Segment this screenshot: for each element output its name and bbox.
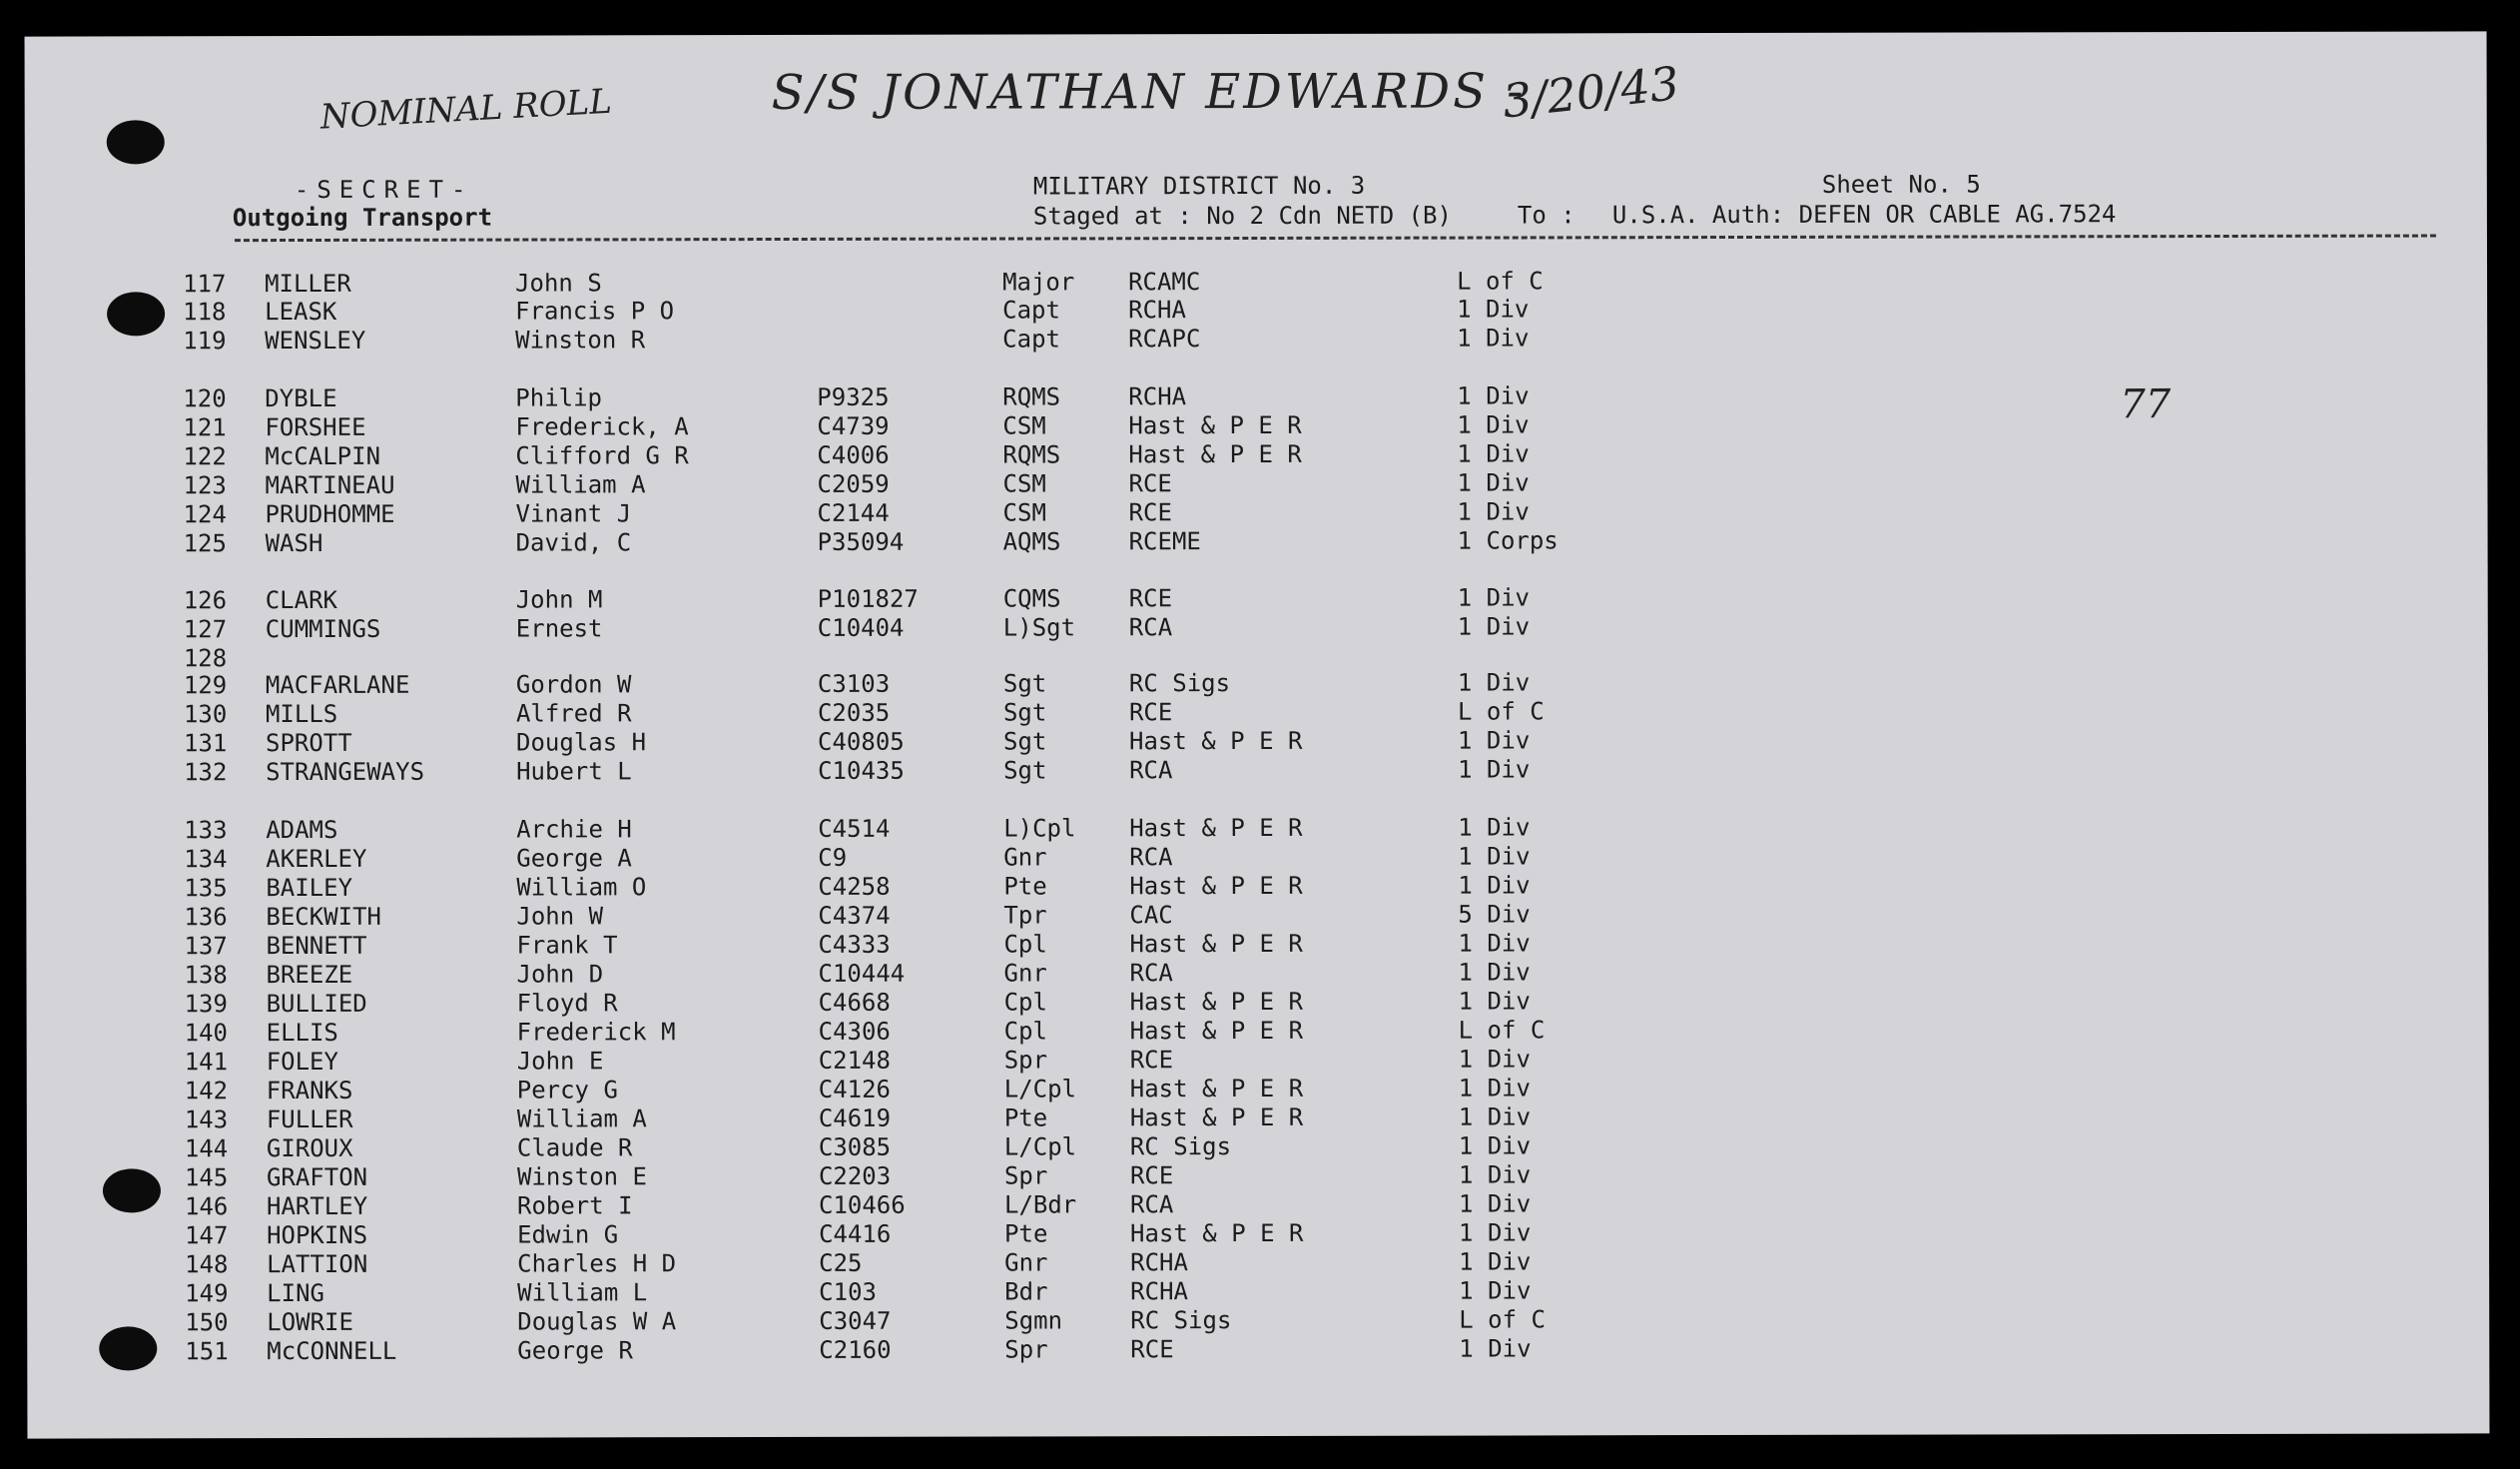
- given-names: William L: [517, 1278, 648, 1307]
- formation: 1 Div: [1457, 612, 1531, 641]
- row-number: 151: [185, 1337, 229, 1366]
- row-number: 128: [183, 644, 228, 673]
- given-names: John S: [515, 269, 602, 298]
- regimental-number: C10404: [817, 613, 905, 642]
- rank: Tpr: [1003, 901, 1047, 930]
- given-names: Claude R: [516, 1133, 633, 1162]
- formation: 1 Div: [1459, 1334, 1532, 1363]
- regimental-number: C3047: [819, 1306, 892, 1335]
- corps: Hast & P E R: [1128, 410, 1302, 440]
- corps: RCE: [1129, 1046, 1174, 1075]
- handwritten-date: 3/20/43: [1500, 55, 1682, 129]
- row-number: 139: [184, 990, 228, 1019]
- regimental-number: C4126: [818, 1075, 892, 1103]
- corps: Hast & P E R: [1129, 1102, 1304, 1132]
- surname: ADAMS: [266, 815, 338, 845]
- surname: WASH: [265, 528, 323, 558]
- military-district: MILITARY DISTRICT No. 3: [1032, 171, 1366, 201]
- row-number: 138: [184, 961, 228, 990]
- corps: RCA: [1129, 1190, 1174, 1219]
- corps: RCE: [1128, 698, 1173, 727]
- surname: BECKWITH: [266, 902, 382, 932]
- formation: 1 Div: [1457, 410, 1530, 439]
- given-names: Clifford G R: [515, 441, 689, 470]
- surname: SPROTT: [265, 728, 352, 758]
- regimental-number: C2144: [817, 498, 890, 527]
- surname: LATTION: [267, 1249, 368, 1279]
- formation: 1 Div: [1458, 987, 1531, 1016]
- surname: LEASK: [265, 297, 337, 327]
- formation: L of C: [1458, 1016, 1546, 1045]
- given-names: Douglas W A: [517, 1307, 677, 1336]
- rank: Sgmn: [1004, 1306, 1063, 1335]
- formation: 1 Div: [1458, 1160, 1532, 1189]
- surname: FRANKS: [266, 1076, 353, 1105]
- given-names: Winston E: [516, 1162, 648, 1191]
- corps: RCE: [1128, 469, 1172, 498]
- surname: HARTLEY: [266, 1191, 368, 1221]
- regimental-number: P9325: [817, 382, 890, 411]
- rank: Spr: [1004, 1335, 1048, 1364]
- regimental-number: C4514: [818, 814, 891, 843]
- rank: L/Cpl: [1003, 1075, 1077, 1103]
- row-number: 125: [183, 529, 227, 558]
- given-names: Charles H D: [517, 1249, 677, 1278]
- given-names: Douglas H: [515, 728, 647, 757]
- rank: RQMS: [1002, 382, 1061, 411]
- rank: Sgt: [1003, 756, 1047, 785]
- given-names: George A: [516, 844, 632, 873]
- given-names: John E: [516, 1047, 604, 1076]
- roll-row: [26, 524, 2488, 558]
- corps: Hast & P E R: [1129, 1016, 1304, 1046]
- row-number: 130: [183, 700, 228, 729]
- row-number: 136: [184, 903, 228, 932]
- corps: RC Sigs: [1129, 1132, 1232, 1161]
- given-names: John W: [516, 902, 604, 931]
- corps: RCHA: [1130, 1277, 1188, 1306]
- formation: 1 Div: [1458, 813, 1531, 842]
- given-names: Floyd R: [516, 989, 618, 1018]
- regimental-number: C10466: [818, 1190, 906, 1219]
- given-names: William O: [516, 873, 647, 902]
- corps: Hast & P E R: [1128, 439, 1302, 469]
- regimental-number: C4258: [818, 872, 891, 901]
- corps: RCAMC: [1128, 268, 1201, 297]
- rank: Sgt: [1002, 727, 1047, 756]
- rank: CQMS: [1002, 584, 1061, 613]
- corps: RC Sigs: [1128, 669, 1231, 698]
- rank: L)Sgt: [1002, 613, 1076, 642]
- corps: Hast & P E R: [1129, 813, 1303, 843]
- formation: 1 Div: [1458, 1074, 1532, 1102]
- corps: RCA: [1129, 959, 1173, 988]
- row-number: 135: [184, 874, 228, 903]
- regimental-number: C103: [819, 1277, 877, 1306]
- surname: GIROUX: [266, 1133, 353, 1163]
- surname: LOWRIE: [267, 1307, 353, 1337]
- rank: CSM: [1002, 469, 1046, 498]
- roll-row: [25, 322, 2487, 356]
- row-number: 133: [184, 816, 228, 845]
- row-number: 117: [183, 270, 227, 299]
- rank: Cpl: [1003, 988, 1047, 1017]
- regimental-number: C9: [818, 843, 848, 872]
- rank: Spr: [1003, 1046, 1048, 1075]
- formation: 1 Div: [1458, 1102, 1532, 1131]
- regimental-number: C2148: [818, 1046, 891, 1075]
- formation: 1 Div: [1458, 929, 1531, 958]
- surname: FOLEY: [266, 1047, 338, 1077]
- surname: McCALPIN: [265, 441, 381, 471]
- rank: CSM: [1002, 498, 1046, 527]
- surname: PRUDHOMME: [265, 499, 395, 529]
- formation: 1 Div: [1458, 958, 1531, 987]
- corps: RCA: [1129, 756, 1173, 785]
- given-names: Vinant J: [515, 499, 632, 528]
- row-number: 126: [183, 586, 228, 615]
- formation: L of C: [1457, 267, 1544, 296]
- sheet-number: Sheet No. 5: [1821, 170, 1981, 199]
- given-names: Edwin G: [517, 1220, 619, 1249]
- row-number: 121: [183, 413, 227, 442]
- row-number: 148: [185, 1250, 229, 1279]
- corps: RCEME: [1128, 527, 1201, 556]
- row-number: 134: [184, 845, 228, 874]
- corps: Hast & P E R: [1129, 929, 1303, 959]
- surname: MACFARLANE: [265, 670, 410, 700]
- formation: 1 Div: [1457, 381, 1530, 410]
- formation: 1 Div: [1457, 726, 1531, 755]
- corps: CAC: [1129, 901, 1173, 930]
- given-names: Francis P O: [515, 297, 675, 326]
- rank: L/Bdr: [1003, 1190, 1077, 1219]
- given-names: Percy G: [516, 1076, 618, 1104]
- regimental-number: C2160: [819, 1335, 892, 1364]
- given-names: George R: [517, 1336, 633, 1365]
- formation: 1 Div: [1458, 871, 1531, 900]
- rank: L/Cpl: [1003, 1132, 1077, 1161]
- regimental-number: C40805: [817, 727, 905, 756]
- corps: Hast & P E R: [1130, 1218, 1304, 1248]
- to-label: To :: [1517, 201, 1575, 230]
- regimental-number: P35094: [817, 527, 905, 556]
- surname: McCONNELL: [267, 1336, 397, 1366]
- corps: RCE: [1129, 1161, 1174, 1190]
- given-names: Robert I: [516, 1191, 633, 1220]
- corps: RCHA: [1130, 1248, 1188, 1277]
- formation: 1 Div: [1457, 295, 1530, 324]
- roll-row: [27, 1332, 2489, 1366]
- rank: Bdr: [1004, 1277, 1048, 1306]
- row-number: 141: [184, 1048, 229, 1077]
- regimental-number: C3103: [817, 669, 891, 698]
- row-number: 127: [183, 615, 228, 644]
- surname: BREEZE: [266, 960, 353, 990]
- surname: BENNETT: [266, 931, 367, 961]
- corps: RCAPC: [1128, 325, 1201, 354]
- corps: RCE: [1130, 1335, 1174, 1364]
- row-number: 123: [183, 471, 227, 500]
- rank: L)Cpl: [1003, 814, 1076, 843]
- surname: WENSLEY: [265, 326, 366, 356]
- surname: FULLER: [266, 1104, 353, 1134]
- rank: Pte: [1003, 1103, 1048, 1132]
- rank: Sgt: [1002, 669, 1047, 698]
- rank: Pte: [1004, 1219, 1048, 1248]
- formation: 1 Div: [1457, 439, 1530, 468]
- given-names: Hubert L: [516, 757, 632, 786]
- surname: ELLIS: [266, 1018, 338, 1048]
- rank: Capt: [1002, 325, 1060, 354]
- given-names: Philip: [515, 383, 603, 412]
- formation: 1 Div: [1459, 1218, 1532, 1247]
- punch-hole: [107, 120, 165, 164]
- formation: 1 Div: [1457, 324, 1530, 353]
- row-number: 150: [185, 1308, 229, 1337]
- roll-row: [26, 753, 2488, 787]
- row-number: 144: [184, 1134, 229, 1163]
- corps: RCHA: [1128, 296, 1186, 325]
- given-names: Frederick, A: [515, 412, 689, 441]
- surname: FORSHEE: [265, 412, 366, 442]
- regimental-number: C4739: [817, 411, 890, 440]
- corps: RCE: [1128, 498, 1172, 527]
- given-names: Winston R: [515, 326, 646, 355]
- row-number: 118: [183, 298, 227, 327]
- formation: 5 Div: [1458, 900, 1531, 929]
- formation: 1 Div: [1457, 583, 1530, 612]
- regimental-number: C4333: [818, 930, 891, 959]
- regimental-number: C4416: [819, 1219, 892, 1248]
- authority: Auth: DEFEN OR CABLE AG.7524: [1711, 200, 2117, 230]
- regimental-number: C4306: [818, 1017, 891, 1046]
- surname: DYBLE: [265, 383, 337, 413]
- rank: Gnr: [1003, 959, 1047, 988]
- row-number: 142: [184, 1077, 229, 1105]
- given-names: John D: [516, 960, 604, 989]
- formation: 1 Div: [1458, 1045, 1531, 1074]
- formation: 1 Div: [1457, 668, 1531, 697]
- regimental-number: C4374: [818, 901, 891, 930]
- handwritten-ship-name: S/S JONATHAN EDWARDS -: [771, 63, 1527, 122]
- row-number: 132: [184, 758, 228, 787]
- regimental-number: P101827: [817, 584, 919, 613]
- secret-heading: -SECRET-: [294, 175, 474, 205]
- rank: Cpl: [1003, 1017, 1048, 1046]
- given-names: Archie H: [516, 815, 632, 844]
- surname: GRAFTON: [266, 1162, 368, 1192]
- formation: 1 Div: [1459, 1247, 1532, 1276]
- regimental-number: C4619: [818, 1103, 892, 1132]
- corps: RCHA: [1128, 382, 1187, 411]
- regimental-number: C4668: [818, 988, 891, 1017]
- regimental-number: C4006: [817, 440, 890, 469]
- handwritten-sheet-mark: 77: [2120, 381, 2172, 428]
- outgoing-transport: Outgoing Transport: [232, 203, 493, 233]
- corps: RC Sigs: [1130, 1306, 1232, 1335]
- corps: RCE: [1128, 584, 1173, 613]
- surname: LING: [267, 1278, 324, 1308]
- row-number: 122: [183, 442, 227, 471]
- corps: RCA: [1128, 613, 1173, 642]
- given-names: David, C: [515, 528, 632, 557]
- formation: 1 Div: [1458, 842, 1531, 871]
- row-number: 129: [183, 671, 228, 700]
- regimental-number: C2059: [817, 469, 890, 498]
- formation: 1 Corps: [1457, 526, 1559, 555]
- given-names: Ernest: [515, 614, 603, 643]
- corps: RCA: [1129, 843, 1173, 872]
- staged-at: Staged at : No 2 Cdn NETD (B): [1032, 201, 1452, 231]
- header-divider: [235, 235, 2436, 243]
- row-number: 119: [183, 327, 227, 356]
- corps: Hast & P E R: [1129, 987, 1303, 1017]
- surname: MILLER: [265, 269, 351, 299]
- row-number: 140: [184, 1019, 229, 1048]
- row-number: 147: [185, 1221, 229, 1250]
- surname: STRANGEWAYS: [266, 757, 425, 787]
- row-number: 143: [184, 1105, 229, 1134]
- corps: Hast & P E R: [1129, 1074, 1304, 1103]
- rank: AQMS: [1002, 527, 1061, 556]
- handwritten-label: NOMINAL ROLL: [318, 81, 613, 138]
- rank: Sgt: [1002, 698, 1047, 727]
- given-names: William A: [515, 470, 646, 499]
- formation: L of C: [1457, 697, 1545, 726]
- surname: BULLIED: [266, 989, 367, 1019]
- surname: MILLS: [265, 699, 338, 729]
- document-sheet: [25, 31, 2490, 1438]
- formation: 1 Div: [1459, 1276, 1532, 1305]
- surname: BAILEY: [266, 873, 353, 903]
- given-names: Gordon W: [515, 670, 632, 699]
- formation: 1 Div: [1458, 1131, 1532, 1160]
- given-names: Frank T: [516, 931, 618, 960]
- regimental-number: C10444: [818, 959, 906, 988]
- regimental-number: C2203: [818, 1161, 892, 1190]
- given-names: Alfred R: [515, 699, 632, 728]
- row-number: 145: [184, 1163, 229, 1192]
- surname: CLARK: [265, 585, 337, 615]
- formation: 1 Div: [1458, 1189, 1532, 1218]
- row-number: 131: [183, 729, 228, 758]
- regimental-number: C2035: [817, 698, 891, 727]
- given-names: Frederick M: [516, 1018, 676, 1047]
- formation: 1 Div: [1458, 755, 1531, 784]
- corps: Hast & P E R: [1128, 726, 1303, 756]
- rank: RQMS: [1002, 440, 1061, 469]
- corps: Hast & P E R: [1129, 871, 1303, 901]
- rank: Capt: [1002, 296, 1060, 325]
- surname: CUMMINGS: [265, 614, 381, 644]
- row-number: 120: [183, 384, 227, 413]
- rank: Spr: [1003, 1161, 1048, 1190]
- rank: Cpl: [1003, 930, 1047, 959]
- given-names: John M: [515, 585, 603, 614]
- formation: L of C: [1459, 1305, 1546, 1334]
- destination: U.S.A.: [1611, 201, 1699, 230]
- regimental-number: C10435: [818, 756, 905, 785]
- rank: Gnr: [1003, 843, 1047, 872]
- surname: HOPKINS: [267, 1220, 368, 1250]
- row-number: 149: [185, 1279, 229, 1308]
- rank: Major: [1002, 268, 1075, 297]
- regimental-number: C3085: [818, 1132, 892, 1161]
- formation: 1 Div: [1457, 497, 1530, 526]
- surname: MARTINEAU: [265, 470, 395, 500]
- row-number: 137: [184, 932, 228, 961]
- rank: Gnr: [1004, 1248, 1048, 1277]
- regimental-number: C25: [819, 1248, 863, 1277]
- formation: 1 Div: [1457, 468, 1530, 497]
- row-number: 124: [183, 500, 227, 529]
- surname: AKERLEY: [266, 844, 367, 874]
- row-number: 146: [184, 1192, 229, 1221]
- rank: Pte: [1003, 872, 1047, 901]
- rank: CSM: [1002, 411, 1046, 440]
- given-names: William A: [516, 1104, 647, 1133]
